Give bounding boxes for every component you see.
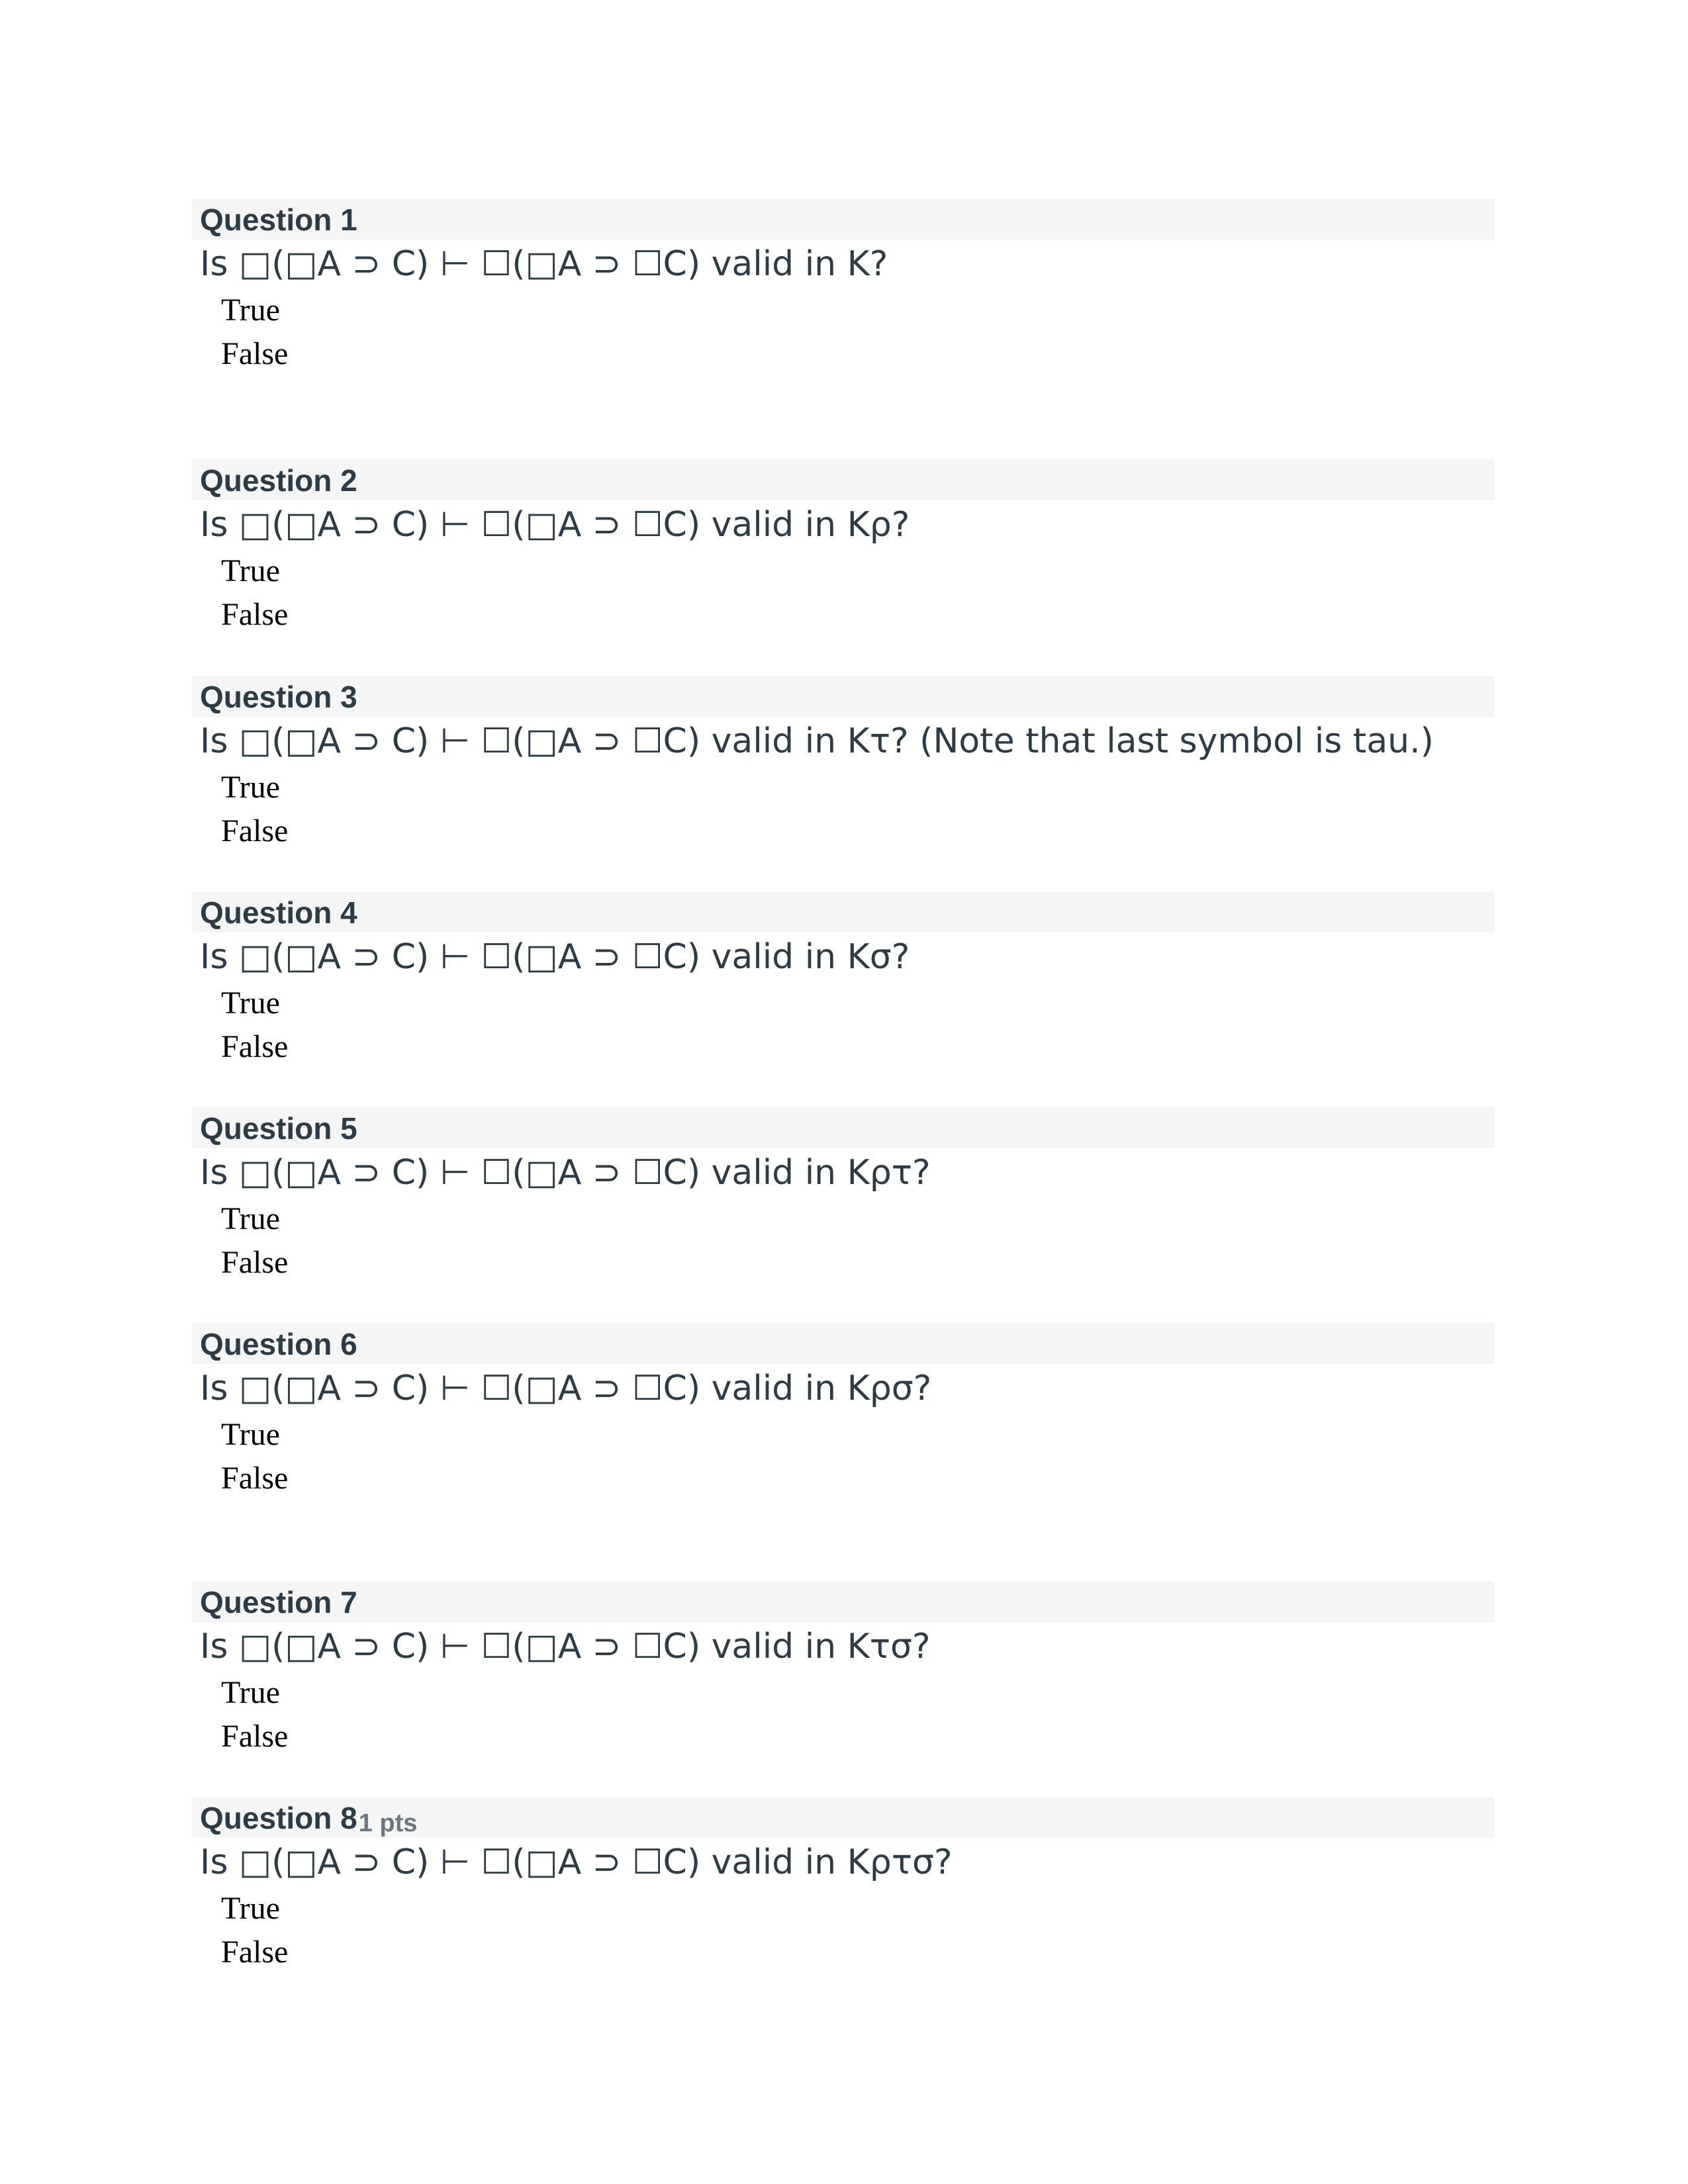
question-title: Question 4 xyxy=(200,895,357,930)
question-title: Question 5 xyxy=(200,1111,357,1146)
question-text: Is □(□A ⊃ C) ⊢ ☐(□A ⊃ ☐C) valid in Kρ? xyxy=(200,505,910,545)
answer-list xyxy=(192,1887,1495,1974)
answer-true[interactable]: True xyxy=(221,553,280,588)
question-header xyxy=(192,459,1495,500)
question-header xyxy=(192,199,1495,240)
question-title: Question 8 xyxy=(200,1801,357,1835)
question-block xyxy=(192,1797,1495,1974)
question-block xyxy=(192,1323,1495,1500)
answer-list xyxy=(192,289,1495,376)
answer-false[interactable]: False xyxy=(221,1029,289,1064)
question-points: 1 pts xyxy=(358,1809,418,1837)
question-header xyxy=(192,676,1495,717)
question-header xyxy=(192,1107,1495,1148)
question-header xyxy=(192,1581,1495,1622)
answer-true[interactable]: True xyxy=(221,1675,280,1710)
answer-list xyxy=(192,1671,1495,1758)
question-block xyxy=(192,676,1495,853)
answer-list xyxy=(192,549,1495,637)
question-text: Is □(□A ⊃ C) ⊢ ☐(□A ⊃ ☐C) valid in K? xyxy=(200,244,888,284)
question-text: Is □(□A ⊃ C) ⊢ ☐(□A ⊃ ☐C) valid in Kρτ? xyxy=(200,1153,931,1193)
question-text: Is □(□A ⊃ C) ⊢ ☐(□A ⊃ ☐C) valid in Kρτσ? xyxy=(200,1843,953,1882)
question-block xyxy=(192,1581,1495,1758)
question-title: Question 2 xyxy=(200,463,357,498)
answer-true[interactable]: True xyxy=(221,1417,280,1452)
question-header xyxy=(192,891,1495,933)
answer-list xyxy=(192,981,1495,1069)
answer-false[interactable]: False xyxy=(221,1719,289,1754)
question-header xyxy=(192,1797,1495,1838)
question-header xyxy=(192,1323,1495,1364)
question-title: Question 1 xyxy=(200,203,357,237)
question-title: Question 6 xyxy=(200,1327,357,1361)
answer-list xyxy=(192,766,1495,853)
question-block xyxy=(192,459,1495,637)
answer-true[interactable]: True xyxy=(221,770,280,805)
answer-false[interactable]: False xyxy=(221,336,289,371)
question-text: Is □(□A ⊃ C) ⊢ ☐(□A ⊃ ☐C) valid in Kτσ? xyxy=(200,1627,931,1666)
answer-false[interactable]: False xyxy=(221,597,289,632)
question-text: Is □(□A ⊃ C) ⊢ ☐(□A ⊃ ☐C) valid in Kρσ? xyxy=(200,1369,932,1408)
question-text: Is □(□A ⊃ C) ⊢ ☐(□A ⊃ ☐C) valid in Kτ? (Note that last symbol is tau.) xyxy=(200,721,1434,761)
answer-false[interactable]: False xyxy=(221,813,289,848)
question-title: Question 7 xyxy=(200,1585,357,1619)
answer-true[interactable]: True xyxy=(221,985,280,1021)
answer-list xyxy=(192,1413,1495,1500)
answer-true[interactable]: True xyxy=(221,293,280,328)
answer-list xyxy=(192,1197,1495,1285)
answer-false[interactable]: False xyxy=(221,1461,289,1496)
answer-true[interactable]: True xyxy=(221,1891,280,1926)
question-block xyxy=(192,891,1495,1069)
question-title: Question 3 xyxy=(200,680,357,714)
answer-true[interactable]: True xyxy=(221,1201,280,1236)
answer-false[interactable]: False xyxy=(221,1245,289,1280)
question-block xyxy=(192,1107,1495,1285)
question-block xyxy=(192,199,1495,376)
answer-false[interactable]: False xyxy=(221,1934,289,1970)
question-text: Is □(□A ⊃ C) ⊢ ☐(□A ⊃ ☐C) valid in Kσ? xyxy=(200,937,910,977)
